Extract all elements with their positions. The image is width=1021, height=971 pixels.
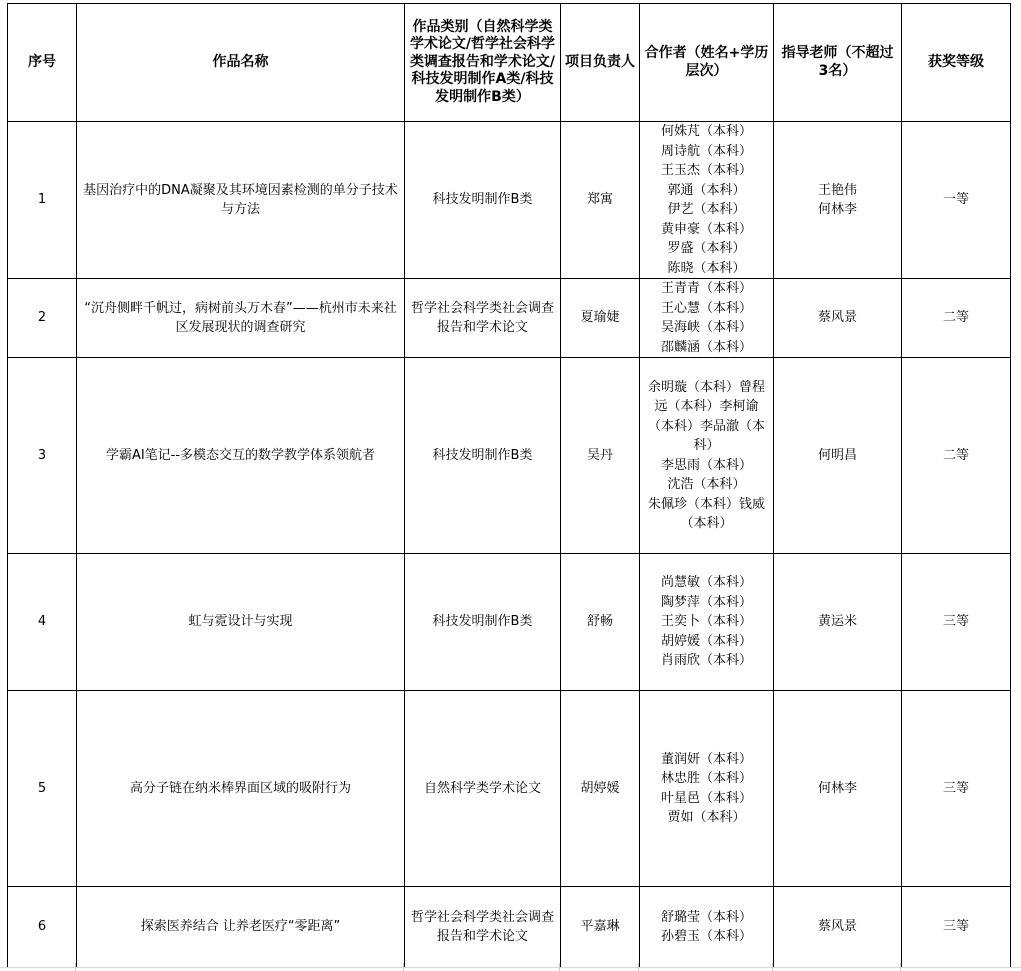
- cell-index: 6: [8, 887, 77, 968]
- award-table: [7, 3, 1011, 968]
- cell-category: 科技发明制作B类: [405, 122, 561, 279]
- partner-entry: 郭通（本科）: [667, 182, 746, 198]
- header-row: [8, 4, 1011, 122]
- partner-entry: 罗盛（本科）: [667, 241, 746, 256]
- cell-index: 1: [8, 122, 77, 279]
- advisor-entry: 何明昌: [817, 447, 857, 463]
- cell-index: 5: [8, 691, 77, 887]
- advisor-entry: 蔡风景: [817, 310, 857, 326]
- partner-entry: 何姝芃（本科）: [660, 124, 752, 139]
- table-row: [8, 691, 1011, 887]
- advisor-entry: 何林李: [817, 780, 857, 796]
- table-row: [8, 279, 1011, 358]
- cell-partners: [640, 279, 774, 358]
- partner-entry: 董润妍（本科）: [660, 751, 752, 767]
- sheet-gridline: [559, 963, 560, 971]
- header-index: 序号: [8, 4, 77, 122]
- advisor-entry: 王艳伟: [817, 182, 857, 198]
- cell-advisor: [774, 279, 902, 358]
- partner-entry: 邵麟涵（本科）: [660, 339, 752, 355]
- partner-entry: 王奕卜（本科）: [660, 614, 752, 630]
- partner-entry: 王玉杰（本科）: [660, 163, 752, 178]
- partner-entry: 肖雨欣（本科）: [660, 653, 752, 669]
- cell-award: 二等: [902, 358, 1011, 554]
- cell-category: 自然科学类学术论文: [405, 691, 561, 887]
- partner-entry: 陶梦萍（本科）: [660, 594, 752, 610]
- partner-entry: 朱佩珍（本科）钱威（本科）: [647, 496, 765, 531]
- partner-entry: 孙碧玉（本科）: [660, 929, 752, 944]
- cell-leader: 吴丹: [561, 358, 640, 554]
- cell-advisor: [774, 554, 902, 691]
- partner-entry: 王心慧（本科）: [660, 300, 752, 316]
- cell-award: 三等: [902, 554, 1011, 691]
- cell-category: 科技发明制作B类: [405, 358, 561, 554]
- advisor-entry: 黄运米: [817, 614, 857, 630]
- header-category: 作品类别（自然科学类学术论文/哲学社会科学类调查报告和学术论文/科技发明制作A类/科技发明制作B类）: [405, 4, 561, 122]
- cell-name: 学霸AI笔记--多模态交互的数学教学体系领航者: [77, 358, 405, 554]
- partner-entry: 李思雨（本科）: [660, 457, 752, 473]
- partner-entry: 沈浩（本科）: [667, 477, 746, 492]
- cell-leader: 平嘉琳: [561, 887, 640, 968]
- cell-category: 科技发明制作B类: [405, 554, 561, 691]
- sheet-gridline: [75, 963, 76, 971]
- cell-partners: [640, 691, 774, 887]
- partner-entry: 贾如（本科）: [667, 810, 746, 825]
- header-advisor: 指导老师（不超过3名）: [774, 4, 902, 122]
- table-row: [8, 554, 1011, 691]
- cell-advisor: [774, 887, 902, 968]
- table-row: [8, 122, 1011, 279]
- cell-advisor: [774, 358, 902, 554]
- header-name: 作品名称: [77, 4, 405, 122]
- partner-entry: 王青青（本科）: [660, 281, 752, 296]
- partner-entry: 胡婷媛（本科）: [660, 633, 752, 649]
- sheet-gridline: [900, 963, 901, 971]
- cell-category: 哲学社会科学类社会调查报告和学术论文: [405, 279, 561, 358]
- cell-name: 探索医养结合 让养老医疗“零距离”: [77, 887, 405, 968]
- sheet-gridline: [638, 963, 639, 971]
- cell-partners: [640, 122, 774, 279]
- sheet-gridline: [403, 963, 404, 971]
- cell-leader: 夏瑜婕: [561, 279, 640, 358]
- partner-entry: 周诗航（本科）: [660, 143, 752, 159]
- header-award: 获奖等级: [902, 4, 1011, 122]
- cell-advisor: [774, 691, 902, 887]
- advisor-entry: 蔡风景: [817, 919, 857, 935]
- partner-entry: 余明璇（本科）曾程远（本科）李柯谕（本科）李品澈（本科）: [647, 379, 765, 453]
- cell-partners: [640, 554, 774, 691]
- cell-award: 二等: [902, 279, 1011, 358]
- advisor-entry: 何林李: [817, 202, 857, 217]
- cell-index: 2: [8, 279, 77, 358]
- cell-index: 4: [8, 554, 77, 691]
- cell-award: 三等: [902, 887, 1011, 968]
- cell-category: 哲学社会科学类社会调查报告和学术论文: [405, 887, 561, 968]
- cell-award: 三等: [902, 691, 1011, 887]
- cell-award: 一等: [902, 122, 1011, 279]
- partner-entry: 伊艺（本科）: [667, 202, 746, 217]
- table-row: [8, 887, 1011, 968]
- cell-name: 虹与霓设计与实现: [77, 554, 405, 691]
- partner-entry: 叶星邑（本科）: [660, 790, 752, 806]
- sheet-gridline: [772, 963, 773, 971]
- cell-name: 高分子链在纳米棒界面区域的吸附行为: [77, 691, 405, 887]
- partner-entry: 陈晓（本科）: [667, 260, 746, 276]
- partner-entry: 尚慧敏（本科）: [660, 575, 752, 591]
- cell-leader: 胡婷媛: [561, 691, 640, 887]
- cell-partners: [640, 887, 774, 968]
- sheet-gridline: [0, 967, 1021, 968]
- header-leader: 项目负责人: [561, 4, 640, 122]
- cell-name: 基因治疗中的DNA凝聚及其环境因素检测的单分子技术与方法: [77, 122, 405, 279]
- cell-advisor: [774, 122, 902, 279]
- table-row: [8, 358, 1011, 554]
- partner-entry: 舒璐莹（本科）: [660, 909, 752, 925]
- cell-partners: [640, 358, 774, 554]
- cell-name: “沉舟侧畔千帆过，病树前头万木春”——杭州市未来社区发展现状的调查研究: [77, 279, 405, 358]
- partner-entry: 黄申豪（本科）: [660, 221, 752, 237]
- cell-index: 3: [8, 358, 77, 554]
- partner-entry: 林忠胜（本科）: [660, 771, 752, 786]
- header-partners: 合作者（姓名+学历层次）: [640, 4, 774, 122]
- partner-entry: 吴海峡（本科）: [660, 320, 752, 335]
- cell-leader: 舒畅: [561, 554, 640, 691]
- cell-leader: 郑寓: [561, 122, 640, 279]
